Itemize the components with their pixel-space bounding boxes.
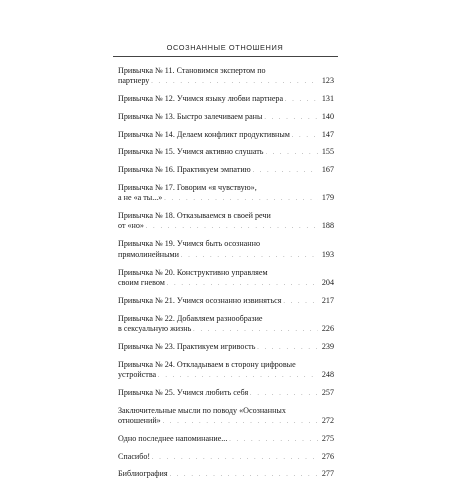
toc-entry-title: Одно последнее напоминание... (118, 433, 228, 443)
toc-entry (118, 469, 334, 479)
toc-entry (118, 130, 334, 140)
toc-page-number: 276 (321, 451, 334, 461)
toc-entry-line (118, 147, 334, 157)
toc-entry-line (118, 278, 334, 288)
toc-entry-line (118, 183, 334, 193)
toc-entry-title: от «но» (118, 221, 144, 231)
toc-dot-leader (292, 130, 318, 142)
toc-page-number: 155 (321, 147, 334, 157)
toc-entry (118, 66, 334, 87)
toc-entry-line (118, 66, 334, 76)
toc-dot-leader (250, 388, 318, 400)
toc-page-number: 179 (321, 193, 334, 203)
toc-entry-title: Привычка № 17. Говорим «я чувствую», (118, 182, 257, 192)
toc-dot-leader (167, 278, 318, 290)
toc-entry-title: Привычка № 16. Практикуем эмпатию (118, 165, 251, 175)
toc-dot-leader (164, 193, 318, 205)
table-of-contents (118, 66, 334, 487)
running-header: ОСОЗНАННЫЕ ОТНОШЕНИЯ (166, 43, 284, 52)
toc-dot-leader (257, 342, 318, 354)
toc-entry-line (118, 452, 334, 462)
toc-entry-title: Привычка № 23. Практикуем игривость (118, 341, 256, 351)
toc-entry-title: Привычка № 15. Учимся активно слушать (118, 147, 264, 157)
toc-entry-title: Привычка № 25. Учимся любить себя (118, 387, 249, 397)
toc-page-number: 140 (321, 111, 334, 121)
toc-page-number: 226 (321, 324, 334, 333)
toc-page-number: 193 (321, 249, 334, 259)
toc-entry-line (118, 165, 334, 175)
toc-dot-leader (193, 324, 318, 336)
toc-page-number: 204 (321, 278, 334, 288)
toc-page-number: 275 (321, 433, 334, 443)
toc-dot-leader (158, 370, 318, 382)
toc-entry-title: в сексуальную жизнь (118, 324, 192, 333)
toc-entry-line (118, 406, 334, 416)
toc-entry-line (118, 434, 334, 444)
toc-entry (118, 165, 334, 175)
toc-dot-leader (253, 165, 318, 177)
toc-entry-title: отношений» (118, 415, 161, 425)
toc-page-number: 167 (321, 165, 334, 175)
toc-entry (118, 434, 334, 444)
toc-entry-line (118, 239, 334, 249)
toc-dot-leader (264, 112, 318, 124)
toc-entry (118, 342, 334, 352)
toc-page-number: 248 (321, 369, 334, 379)
toc-entry (118, 239, 334, 260)
toc-entry-title: партнеру (118, 76, 150, 86)
toc-entry (118, 314, 334, 335)
toc-entry-title: своим гневом (118, 278, 165, 288)
toc-entry-title: Привычка № 11. Становимся экспертом по (118, 66, 266, 75)
toc-entry-title: Привычка № 18. Отказываемся в своей речи (118, 211, 271, 221)
toc-entry (118, 360, 334, 381)
toc-entry (118, 452, 334, 462)
toc-entry-line (118, 324, 334, 334)
toc-entry (118, 94, 334, 104)
toc-page-number: 272 (321, 415, 334, 425)
toc-dot-leader (170, 469, 318, 481)
toc-page-number: 188 (321, 221, 334, 231)
toc-entry (118, 147, 334, 157)
toc-entry-title: Привычка № 22. Добавляем разнообразие (118, 313, 263, 323)
toc-entry-line (118, 370, 334, 380)
header-rule (113, 56, 338, 57)
toc-dot-leader (283, 296, 318, 308)
toc-entry-line (118, 221, 334, 231)
toc-entry-line (118, 211, 334, 221)
toc-page-number: 257 (321, 387, 334, 397)
toc-entry-title: устройства (118, 369, 157, 379)
toc-page-number: 239 (321, 341, 334, 351)
toc-dot-leader (285, 94, 318, 106)
toc-entry (118, 296, 334, 306)
toc-page-number: 217 (321, 295, 334, 305)
toc-entry (118, 388, 334, 398)
toc-dot-leader (151, 76, 318, 88)
toc-entry-line (118, 342, 334, 352)
toc-page-number: 277 (321, 469, 334, 479)
toc-entry (118, 406, 334, 427)
toc-entry-line (118, 296, 334, 306)
toc-entry-line (118, 360, 334, 370)
toc-entry-title: Библиография (118, 469, 168, 479)
toc-entry-line (118, 388, 334, 398)
toc-entry-title: Привычка № 12. Учимся языку любви партнера (118, 94, 284, 104)
toc-dot-leader (152, 452, 318, 464)
toc-entry-line (118, 469, 334, 479)
toc-entry-line (118, 268, 334, 278)
toc-entry-line (118, 130, 334, 140)
toc-entry (118, 268, 334, 289)
toc-entry-title: Привычка № 19. Учимся быть осознанно (118, 239, 260, 249)
toc-entry-line (118, 193, 334, 203)
toc-dot-leader (266, 147, 319, 159)
toc-entry-title: прямолинейными (118, 249, 180, 259)
toc-dot-leader (181, 250, 318, 262)
toc-entry-title: Привычка № 13. Быстро залечиваем раны (118, 111, 263, 121)
toc-page-number: 131 (321, 94, 334, 104)
toc-entry-title: Привычка № 21. Учимся осознанно извиняться (118, 295, 282, 305)
toc-dot-leader (146, 221, 318, 233)
toc-entry-title: Привычка № 14. Делаем конфликт продуктивным (118, 129, 290, 139)
toc-entry-title: Привычка № 20. Конструктивно управляем (118, 267, 268, 277)
toc-dot-leader (229, 434, 318, 446)
toc-entry-line (118, 416, 334, 426)
toc-entry-line (118, 250, 334, 260)
toc-entry (118, 112, 334, 122)
toc-entry-line (118, 76, 334, 86)
toc-entry (118, 211, 334, 232)
toc-entry-line (118, 112, 334, 122)
toc-entry-title: Спасибо! (118, 451, 151, 461)
toc-page-number: 123 (321, 76, 334, 86)
toc-entry-title: Заключительные мысли по поводу «Осознанных (118, 405, 286, 415)
toc-entry-line (118, 314, 334, 324)
toc-entry-title: Привычка № 24. Откладываем в сторону цифровые (118, 359, 296, 369)
toc-entry-line (118, 94, 334, 104)
toc-dot-leader (163, 416, 318, 428)
toc-entry (118, 183, 334, 204)
toc-page-number: 147 (321, 129, 334, 139)
toc-entry-title: а не «а ты...» (118, 193, 163, 203)
